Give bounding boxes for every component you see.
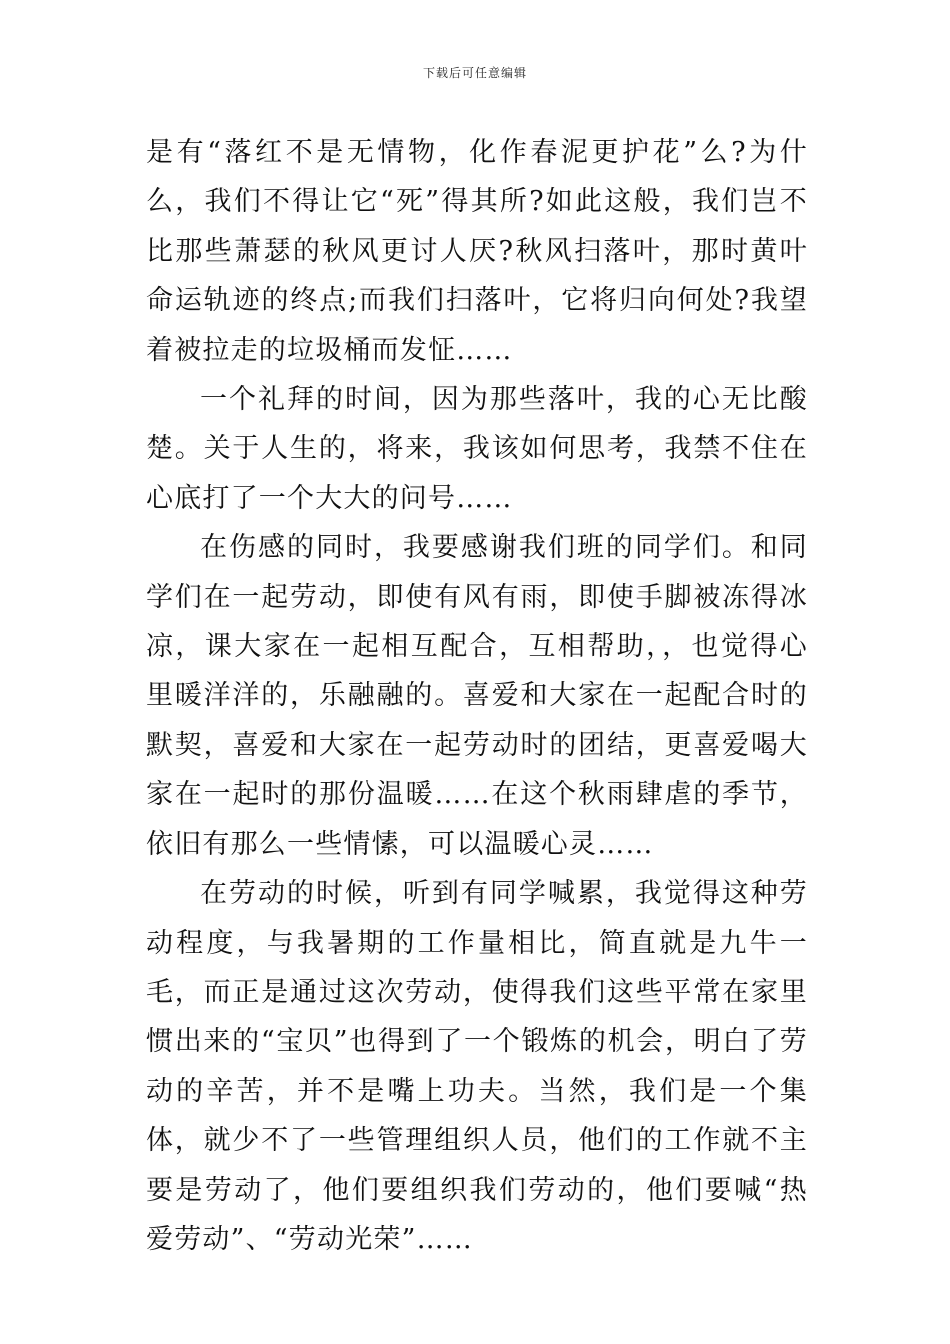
paragraph-2: 一个礼拜的时间，因为那些落叶，我的心无比酸楚。关于人生的，将来，我该如何思考，我禁不住在心底打了一个大大的问号…… xyxy=(146,384,808,514)
paragraph-1: 是有“落红不是无情物，化作春泥更护花”么?为什么，我们不得让它“死”得其所?如此这般，我们岂不比那些萧瑟的秋风更讨人厌?秋风扫落叶，那时黄叶命运轨迹的终点;而我们扫落叶，它将归向何处?我望着被拉走的垃圾桶而发怔…… xyxy=(146,137,808,366)
document-body xyxy=(146,128,808,1264)
paragraph-4: 在劳动的时候，听到有同学喊累，我觉得这种劳动程度，与我暑期的工作量相比，简直就是九牛一毛，而正是通过这次劳动，使得我们这些平常在家里惯出来的“宝贝”也得到了一个锻炼的机会，明白了劳动的辛苦，并不是嘴上功夫。当然，我们是一个集体，就少不了一些管理组织人员，他们的工作就不主要是劳动了，他们要组织我们劳动的，他们要喊“热爱劳动”、“劳动光荣”…… xyxy=(146,878,808,1255)
page-header: 下载后可任意编辑 xyxy=(422,66,527,80)
paragraph-3: 在伤感的同时，我要感谢我们班的同学们。和同学们在一起劳动，即使有风有雨，即使手脚被冻得冰凉，课大家在一起相互配合，互相帮助，，也觉得心里暖洋洋的，乐融融的。喜爱和大家在一起配合时的默契，喜爱和大家在一起劳动时的团结，更喜爱喝大家在一起时的那份温暖……在这个秋雨肆虐的季节，依旧有那么一些情愫，可以温暖心灵…… xyxy=(146,532,808,860)
